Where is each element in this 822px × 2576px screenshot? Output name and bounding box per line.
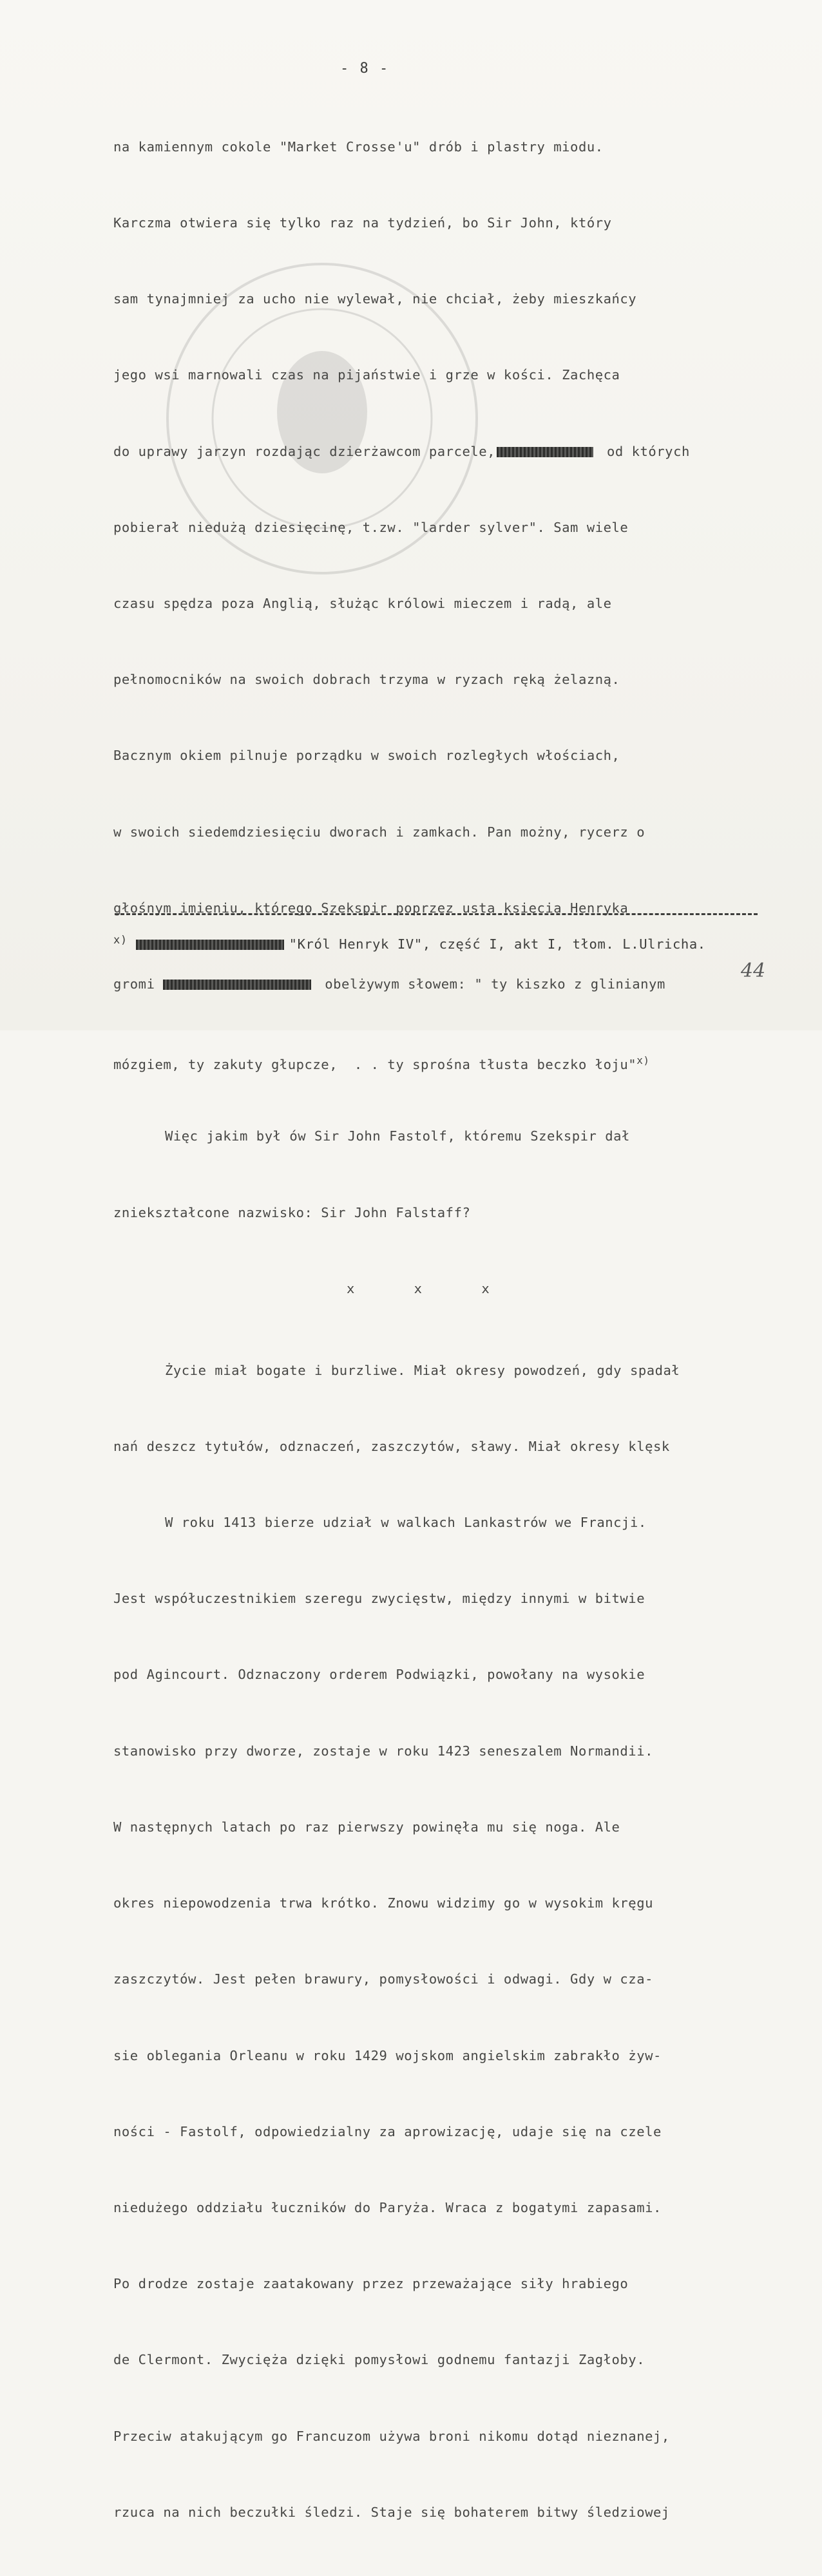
text-line: w swoich siedemdziesięciu dworach i zamkach. Pan możny, rycerz o [113,824,645,840]
text-line: rzuca na nich beczułki śledzi. Staje się bohaterem bitwy śledziowej [113,2504,670,2520]
text-line-with-strikeout [113,439,809,464]
main-text [113,84,809,2576]
text-line: Życie miał bogate i burzliwe. Miał okresy powodzeń, gdy spadał [165,1362,680,1378]
text-line: sie oblegania Orleanu w roku 1429 wojskom angielskim zabrakło żyw- [113,2047,662,2063]
text-line: de Clermont. Zwycięża dzięki pomysłowi godnemu fantazji Zagłoby. [113,2352,645,2368]
typewriter-strikeout [163,980,311,990]
text-line: Po drodze zostaje zaatakowany przez przeważające siły hrabiego [113,2276,629,2292]
text-line: nań deszcz tytułów, odznaczeń, zaszczytów, sławy. Miał okresy klęsk [113,1438,670,1454]
typewriter-strikeout [497,447,593,457]
text-line: Karczma otwiera się tylko raz na tydzień, bo Sir John, który [113,215,612,231]
text-line: na kamiennym cokole "Market Crosse'u" drób i plastry miodu. [113,138,604,155]
text-line [113,1048,809,1073]
typewriter-strikeout [136,940,284,950]
footnote-divider [115,913,758,915]
text-line: czasu spędza poza Anglią, służąc królowi mieczem i radą, ale [113,596,612,612]
text-line: stanowisko przy dworze, zostaje w roku 1423 seneszalem Normandii. [113,1743,653,1759]
text-line: niedużego oddziału łuczników do Paryża. Wraca z bogatymi zapasami. [113,2199,662,2215]
footnote-text: "Król Henryk IV", część I, akt I, tłom. L.Ulricha. [289,936,706,952]
text-line: zaszczytów. Jest pełen brawury, pomysłowości i odwagi. Gdy w cza- [113,1971,653,1987]
text-line: ności - Fastolf, odpowiedzialny za aprowizację, udaje się na czele [113,2123,662,2139]
text-segment: obelżywym słowem: " ty kiszko z glinianym [316,976,665,992]
text-line: Bacznym okiem pilnuje porządku w swoich rozległych włościach, [113,748,620,764]
text-line: Przeciw atakującym go Francuzom używa broni nikomu dotąd nieznanej, [113,2428,670,2444]
text-line: Więc jakim był ów Sir John Fastolf, któremu Szekspir dał [165,1128,630,1144]
footnote [113,934,706,952]
page-number: - 8 - [340,61,390,77]
text-line: W roku 1413 bierze udział w walkach Lankastrów we Francji. [165,1515,647,1531]
footnote-reference: x) [636,1054,650,1067]
handwritten-folio-number: 44 [741,960,766,982]
text-segment: od których [598,443,690,459]
text-line: Jest współuczestnikiem szeregu zwycięstw, między innymi w bitwie [113,1591,645,1607]
text-line: jego wsi marnowali czas na pijaństwie i grze w kości. Zachęca [113,367,620,383]
text-line: pobierał niedużą dziesięcinę, t.zw. "larder sylver". Sam wiele [113,519,629,535]
text-segment: mózgiem, ty zakuty głupcze, . . ty sprośna tłusta beczko łoju" [113,1057,637,1073]
text-segment: gromi [113,976,155,992]
footnote-label: x) [113,934,128,947]
text-line: pod Agincourt. Odznaczony orderem Podwiązki, powołany na wysokie [113,1667,645,1683]
text-line-with-strikeout [113,972,809,997]
text-segment: do uprawy jarzyn rozdając dzierżawcom parcele, [113,443,496,459]
text-line: sam tynajmniej za ucho nie wylewał, nie chciał, żeby mieszkańcy [113,291,637,307]
text-line: W następnych latach po raz pierwszy powinęła mu się noga. Ale [113,1819,620,1835]
section-break: x x x [347,1280,515,1296]
text-line: okres niepowodzenia trwa krótko. Znowu widzimy go w wysokim kręgu [113,1895,653,1911]
text-line: głośnym imieniu, którego Szekspir poprzez usta księcia Henryka [113,900,629,916]
text-line: pełnomocników na swoich dobrach trzyma w ryzach ręką żelazną. [113,672,620,688]
text-line: zniekształcone nazwisko: Sir John Falstaff? [113,1204,471,1220]
